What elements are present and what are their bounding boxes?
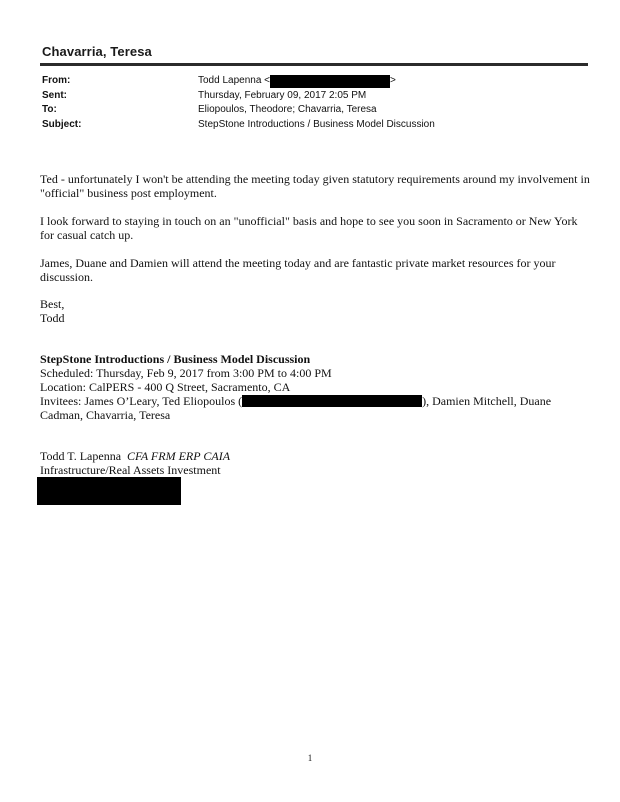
signature-name: Todd T. Lapenna — [40, 449, 122, 463]
header-row-to — [42, 103, 435, 118]
to-label: To: — [42, 104, 57, 115]
closing-salutation: Best, — [40, 297, 65, 311]
signature-credentials: CFA FRM ERP CAIA — [127, 449, 231, 463]
mailbox-owner-name: Chavarria, Teresa — [42, 44, 152, 59]
page-number: 1 — [307, 753, 313, 763]
from-close-bracket: > — [390, 75, 396, 86]
sent-value: Thursday, February 09, 2017 2:05 PM — [198, 89, 367, 101]
header-row-from — [42, 74, 435, 89]
meeting-invitees — [40, 394, 590, 422]
header-divider — [40, 63, 588, 66]
signature-name-line — [40, 449, 590, 463]
header-row-subject — [42, 118, 435, 133]
body-paragraph: I look forward to staying in touch on an "unofficial" basis and hope to see you soon in Sacramento or New York for casual catch up. — [40, 214, 578, 242]
meeting-location: Location: CalPERS - 400 Q Street, Sacramento, CA — [40, 380, 291, 394]
meeting-title: StepStone Introductions / Business Model Discussion — [40, 352, 311, 366]
from-name: Todd Lapenna < — [198, 75, 271, 86]
closing-block — [40, 297, 590, 325]
from-label: From: — [42, 75, 71, 86]
sender-first-name: Todd — [40, 311, 65, 325]
invitees-text-after: ), Damien Mitchell, Duane Cadman, Chavarria, Teresa — [40, 394, 552, 422]
email-headers — [42, 74, 435, 132]
subject-label: Subject: — [42, 118, 82, 130]
signature-department: Infrastructure/Real Assets Investment — [40, 463, 221, 477]
body-paragraph: Ted - unfortunately I won't be attending the meeting today given statutory requirements around my involvement in "official" business post employment. — [40, 172, 590, 200]
meeting-scheduled: Scheduled: Thursday, Feb 9, 2017 from 3:00 PM to 4:00 PM — [40, 366, 332, 380]
subject-value: StepStone Introductions / Business Model Discussion — [198, 118, 435, 130]
body-paragraph: James, Duane and Damien will attend the meeting today and are fantastic private market resources for your discussion. — [40, 256, 556, 284]
redacted-contact-info — [37, 477, 181, 505]
from-value — [198, 74, 396, 89]
redacted-email-address — [242, 395, 422, 407]
email-signature — [40, 449, 590, 477]
sent-label: Sent: — [42, 89, 67, 101]
to-value: Eliopoulos, Theodore; Chavarria, Teresa — [198, 104, 377, 115]
meeting-details — [40, 352, 590, 422]
invitees-text-before: Invitees: James O’Leary, Ted Eliopoulos ( — [40, 394, 243, 408]
header-row-sent — [42, 89, 435, 104]
redacted-email-address — [270, 75, 390, 88]
